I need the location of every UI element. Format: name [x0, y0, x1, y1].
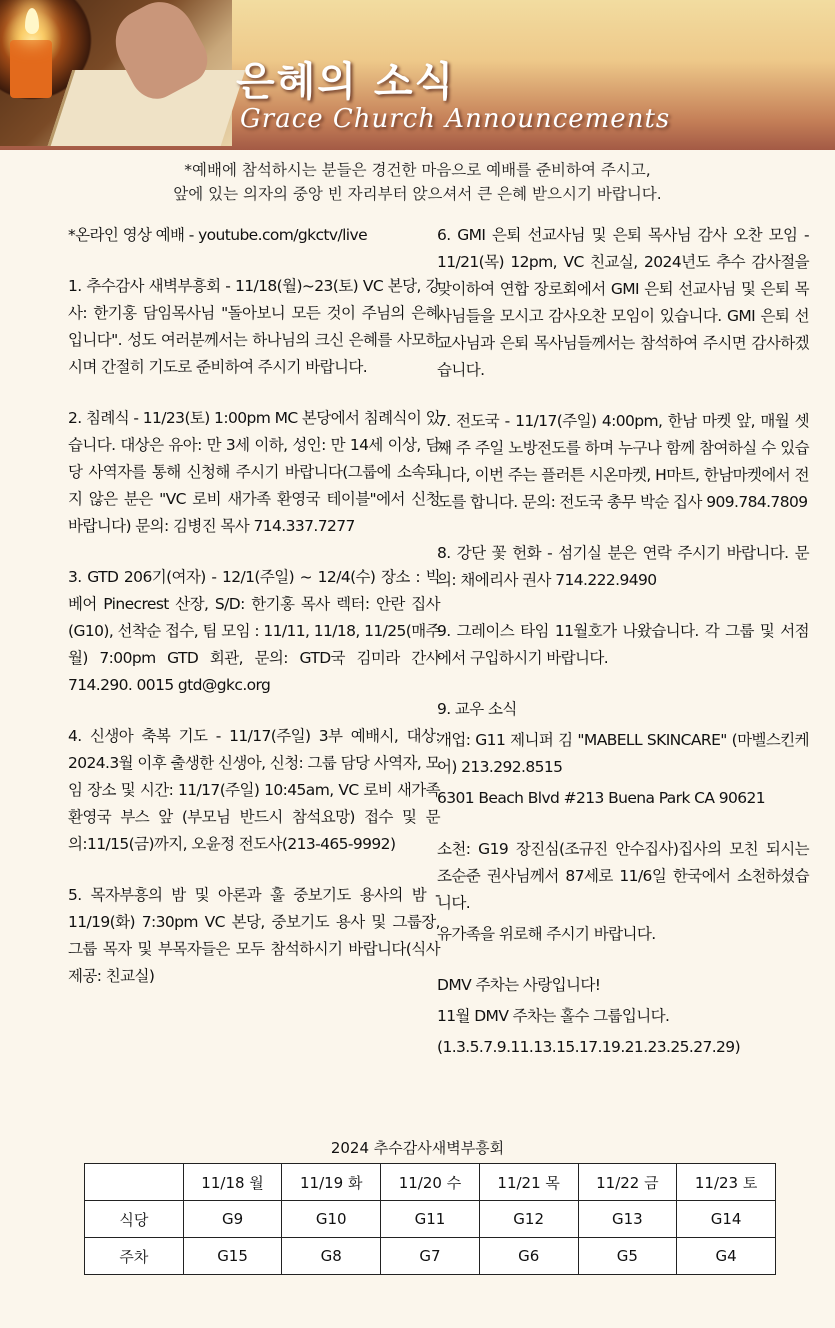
announcement-item: 4. 신생아 축복 기도 - 11/17(주일) 3부 예배시, 대상: 2024.3월 이후 출생한 신생아, 신청: 그룹 담당 사역자, 모임 장소 및 시간: 11/17(주일) 10:45am, VC 로비 새가족 환영국 부스 앞 (부모님 반드시 참석요망) 접수 및 문의:11/15(금)까지, 오윤정 전도사(213-465-9992) — [68, 727, 440, 853]
worship-notice-line: *예배에 참석하시는 분들은 경건한 마음으로 예배를 준비하여 주시고, — [184, 161, 651, 179]
member-news-passing: 소천: G19 장진심(조규진 안수집사)집사의 모친 되시는 조순준 권사님께서 87세로 11/6일 한국에서 소천하셨습니다. — [437, 840, 809, 912]
announcement-item: 6. GMI 은퇴 선교사님 및 은퇴 목사님 감사 오찬 모임 - 11/21(목) 12pm, VC 친교실, 2024년도 추수 감사절을 맞이하여 연합 장로회에서 GMI 은퇴 선교사님 및 은퇴 목사님들을 모시고 감사오찬 모임이 있습니다. GMI 은퇴 선교사님과 은퇴 목사님들께서는 참석하여 주시면 감사하겠습니다. — [437, 226, 809, 379]
row-label: 주차 — [85, 1238, 184, 1275]
table-cell: G12 — [479, 1201, 578, 1238]
praying-hands-candle-image — [0, 0, 232, 146]
table-corner-cell — [85, 1164, 184, 1201]
announcement-item: 7. 전도국 - 11/17(주일) 4:00pm, 한남 마켓 앞, 매월 셋째 주 주일 노방전도를 하며 누구나 함께 참여하실 수 있습니다, 이번 주는 플러튼 시온마켓, H마트, 한남마켓에서 전도를 합니다. 문의: 전도국 총무 박순 집사 909.784.7809 — [437, 412, 809, 511]
table-cell: G11 — [381, 1201, 480, 1238]
table-cell: G4 — [677, 1238, 776, 1275]
announcement-item: 8. 강단 꽃 헌화 - 섬기실 분은 연락 주시기 바랍니다. 문의: 채에리사 권사 714.222.9490 — [437, 544, 809, 589]
dmv-parking-line: DMV 주차는 사랑입니다! — [437, 976, 601, 994]
table-cell: G7 — [381, 1238, 480, 1275]
table-row — [85, 1164, 776, 1201]
table-row — [85, 1201, 776, 1238]
table-cell: G8 — [282, 1238, 381, 1275]
table-cell: G6 — [479, 1238, 578, 1275]
announcement-item: 1. 추수감사 새벽부흥회 - 11/18(월)~23(토) VC 본당, 강사: 한기홍 담임목사님 "돌아보니 모든 것이 주님의 은혜입니다". 성도 여러분께서는 하나님의 크신 은혜를 사모하시며 간절히 기도로 준비하여 주시기 바랍니다. — [68, 277, 440, 376]
member-news-address: 6301 Beach Blvd #213 Buena Park CA 90621 — [437, 789, 766, 807]
left-announcements — [68, 222, 440, 1014]
dmv-parking-line: 11월 DMV 주차는 홀수 그룹입니다. — [437, 1007, 670, 1025]
candle-icon — [10, 40, 52, 98]
table-row — [85, 1238, 776, 1275]
day-header: 11/23 토 — [677, 1164, 776, 1201]
flame-icon — [25, 8, 39, 34]
dmv-parking-line: (1.3.5.7.9.11.13.15.17.19.21.23.25.27.29) — [437, 1038, 741, 1056]
announcement-item: 5. 목자부흥의 밤 및 아론과 훌 중보기도 용사의 밤 - 11/19(화) 7:30pm VC 본당, 중보기도 용사 및 그룹장, 그룹 목자 및 부목자들은 모두 참석하시기 바랍니다(식사제공: 친교실) — [68, 886, 440, 985]
announcement-item: 3. GTD 206기(여자) - 12/1(주일) ~ 12/4(수) 장소 : 빅베어 Pinecrest 산장, S/D: 한기홍 목사 렉터: 안란 집사(G10), 선착순 접수, 팀 모임 : 11/11, 11/18, 11/25(매주 월) 7:00pm GTD 회관, 문의: GTD국 김미라 간사714.290. 0015 gtd@gkc.org — [68, 568, 440, 694]
member-news-title: 9. 교우 소식 — [437, 700, 517, 718]
page-title: 은혜의 소식 — [236, 59, 456, 105]
day-header: 11/21 목 — [479, 1164, 578, 1201]
table-cell: G5 — [578, 1238, 677, 1275]
table-cell: G9 — [183, 1201, 282, 1238]
worship-notice — [0, 158, 835, 206]
table-cell: G10 — [282, 1201, 381, 1238]
announcement-item: 2. 침례식 - 11/23(토) 1:00pm MC 본당에서 침례식이 있습니다. 대상은 유아: 만 3세 이하, 성인: 만 14세 이상, 담당 사역자를 통해 신청해 주시기 바랍니다(그룹에 소속되지 않은 분은 "VC 로비 새가족 환영국 테이블"에서 신청 바랍니다) 문의: 김병진 목사 714.337.7277 — [68, 409, 440, 535]
schedule-table — [84, 1163, 776, 1275]
day-header: 11/19 화 — [282, 1164, 381, 1201]
table-cell: G13 — [578, 1201, 677, 1238]
schedule-title: 2024 추수감사새벽부흥회 — [330, 1139, 505, 1157]
row-label: 식당 — [85, 1201, 184, 1238]
online-worship-notice: *온라인 영상 예배 - youtube.com/gkctv/live — [68, 226, 368, 244]
page-subtitle: Grace Church Announcements — [240, 104, 671, 134]
right-announcements — [437, 222, 809, 1065]
day-header: 11/22 금 — [578, 1164, 677, 1201]
day-header: 11/20 수 — [381, 1164, 480, 1201]
worship-notice-line: 앞에 있는 의자의 중앙 빈 자리부터 앉으셔서 큰 은혜 받으시기 바랍니다. — [173, 185, 662, 203]
member-news-comfort: 유가족을 위로해 주시기 바랍니다. — [437, 925, 656, 943]
announcement-item: 9. 그레이스 타임 11월호가 나왔습니다. 각 그룹 및 서점에서 구입하시기 바랍니다. — [437, 622, 809, 667]
member-news-opening: 개업: G11 제니퍼 김 "MABELL SKINCARE" (마벨스킨케어) 213.292.8515 — [437, 731, 809, 776]
header-banner — [0, 0, 835, 150]
day-header: 11/18 월 — [183, 1164, 282, 1201]
table-cell: G14 — [677, 1201, 776, 1238]
table-cell: G15 — [183, 1238, 282, 1275]
